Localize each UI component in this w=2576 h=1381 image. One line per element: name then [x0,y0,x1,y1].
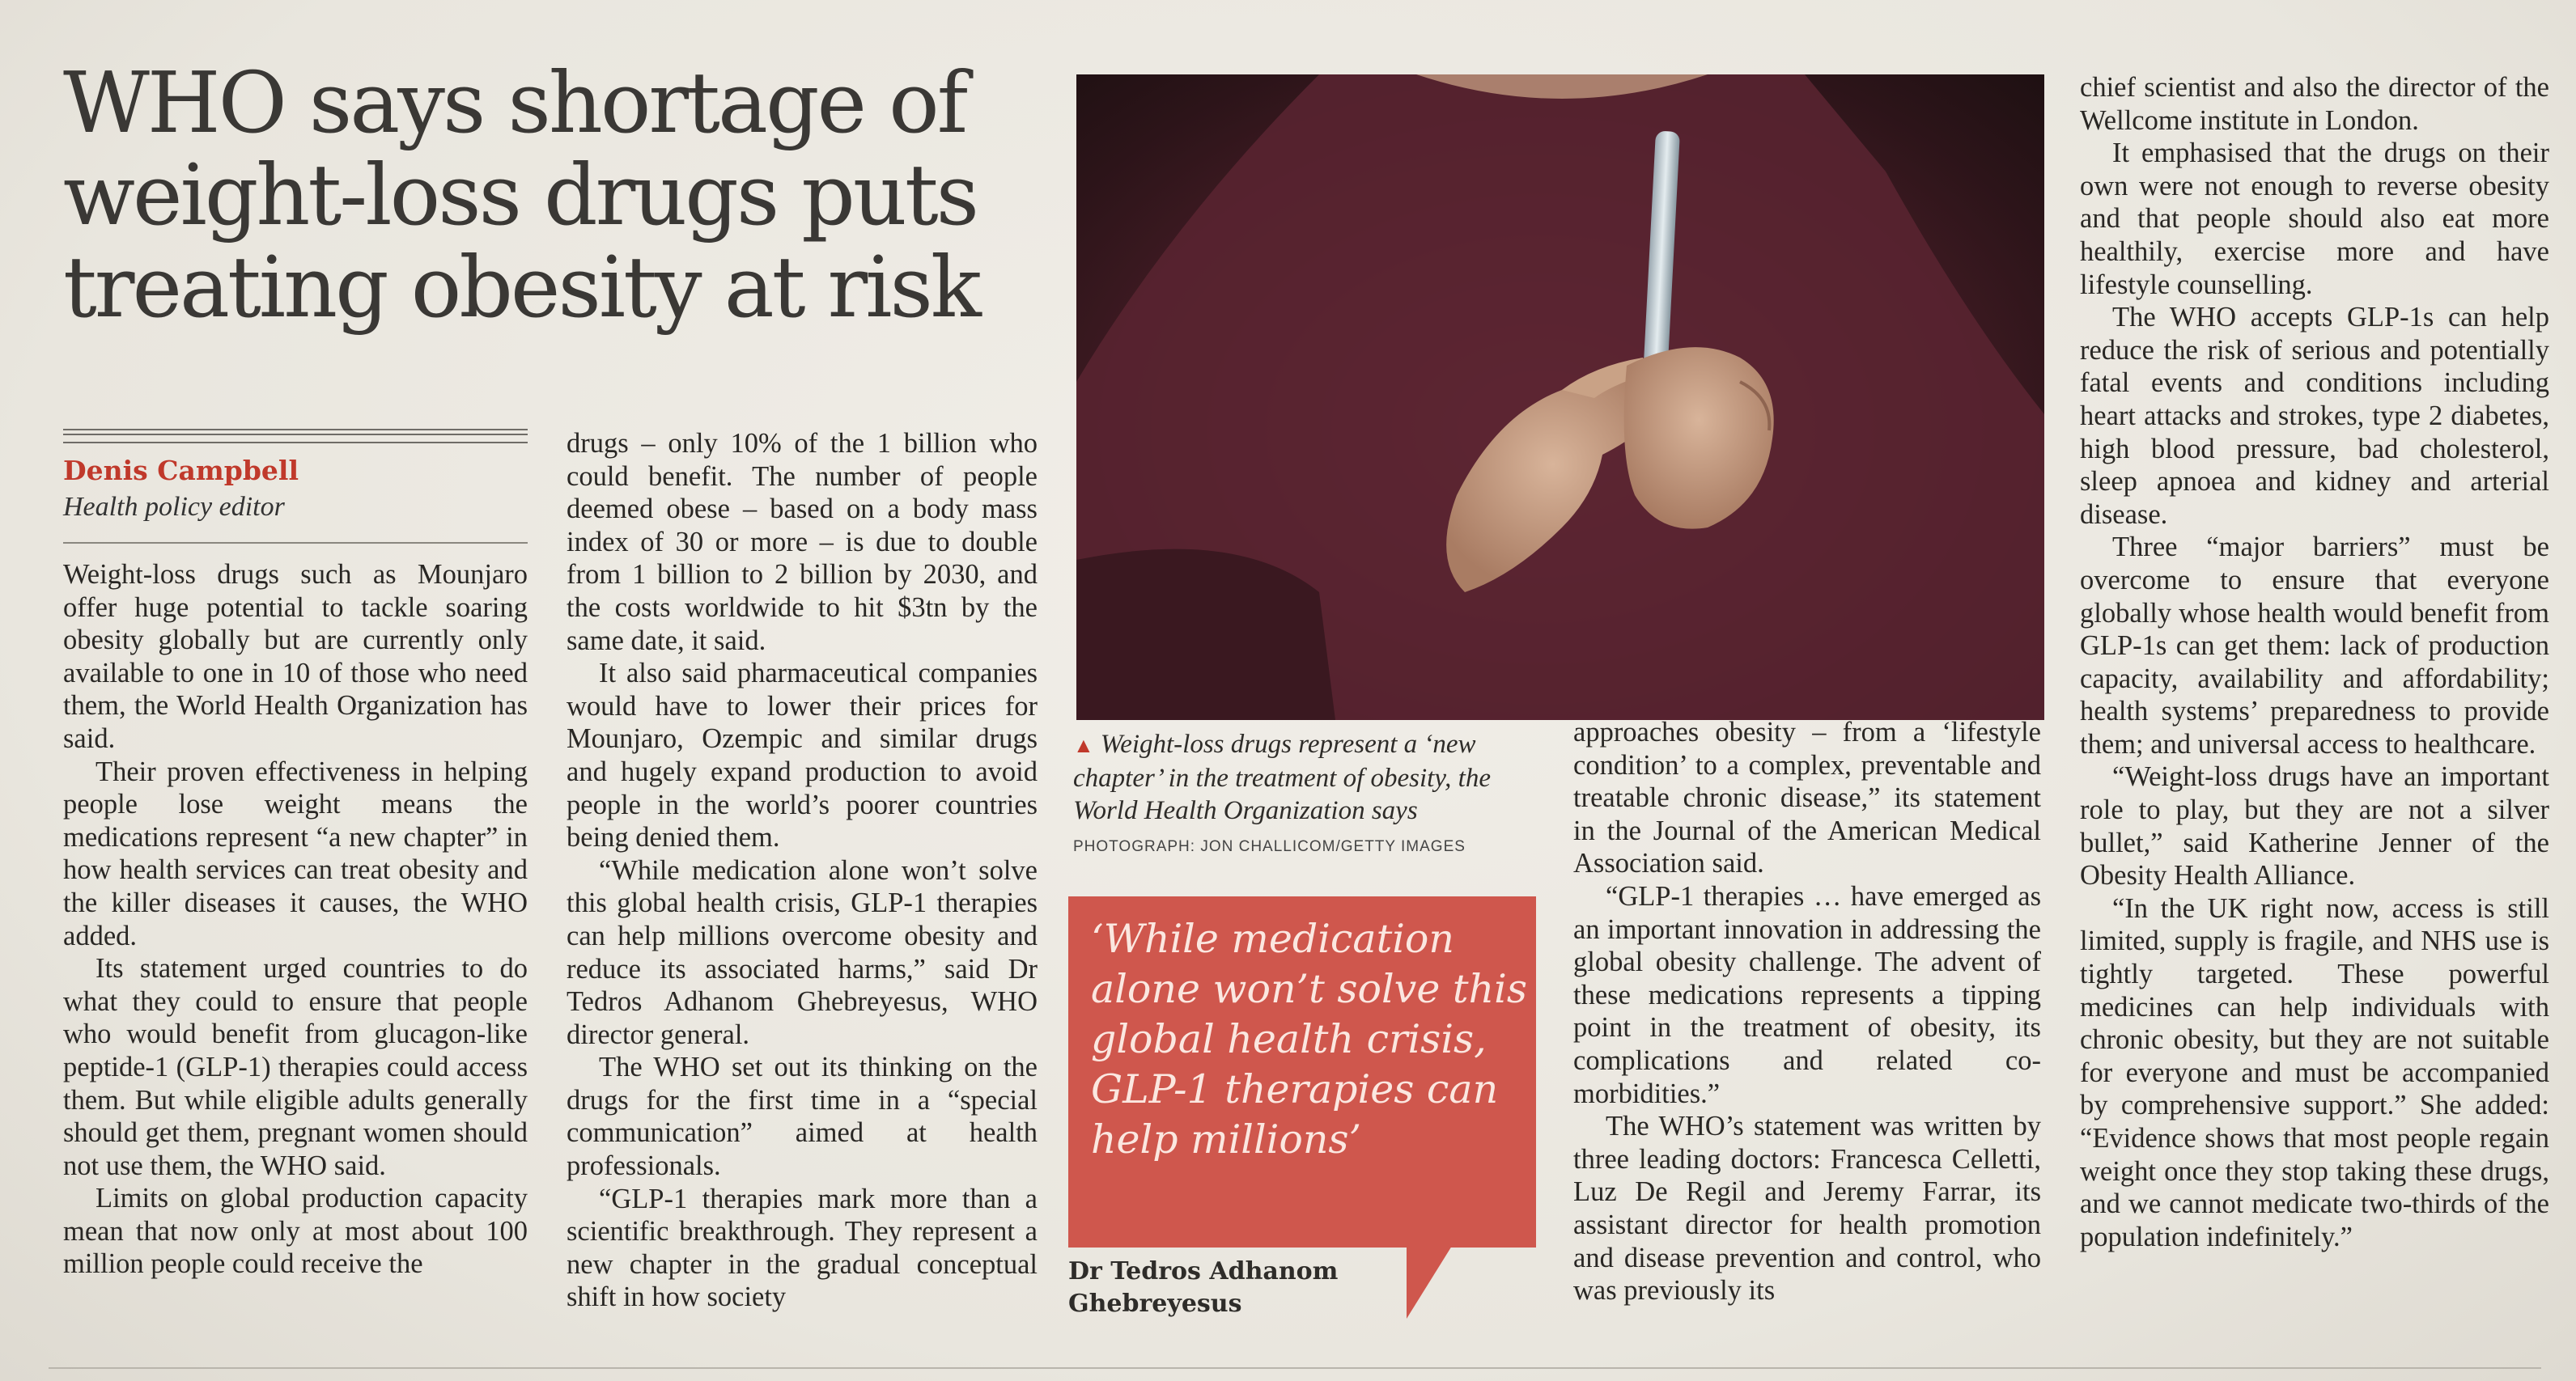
paragraph: chief scientist and also the director of the Wellcome institute in London. [2080,72,2549,136]
article-column-3 [1573,716,2041,1307]
photo-caption [1073,728,1551,827]
byline-name: Denis Campbell [63,455,299,486]
paragraph: “GLP-1 therapies … have emerged as an important innovation in addressing the global obesity challenge. The advent of these medications represents a tipping point in the treatment of obesity, its complications and related co-morbidities.” [1573,880,2041,1109]
article-photo [1076,74,2044,720]
paragraph: It emphasised that the drugs on their own were not enough to reverse obesity and that people should also eat more healthily, exercise more and have lifestyle counselling. [2080,138,2549,300]
caption-text: Weight-loss drugs represent a ‘new chapter’ in the treatment of obesity, the World Health Organization says [1073,730,1491,825]
paragraph: “In the UK right now, access is still limited, supply is fragile, and NHS use is tightly targeted. These powerful medicines can help individuals with chronic obesity, but they are not suitable for everyone and must be accompanied by comprehensive support.” She added: “Evidence shows that most people regain weight once they stop taking these drugs, and we cannot medicate two-thirds of the population indefinitely.” [2080,892,2549,1252]
paragraph: Their proven effectiveness in helping people lose weight means the medications represent “a new chapter” in how health services can treat obesity and the killer diseases it causes, the WHO added. [63,756,528,951]
pullquote-attribution: Dr Tedros Adhanom Ghebreyesus [1068,1257,1339,1318]
article-column-2 [567,427,1038,1314]
byline-role: Health policy editor [63,492,285,522]
paragraph: Its statement urged countries to do what they could to ensure that people who would benefit from glucagon-like peptide-1 (GLP-1) therapies could access them. But while eligible adults generally should get them, pregnant women should not use them, the WHO said. [63,953,528,1181]
page-bottom-rule [49,1367,2541,1369]
byline-bottom-rule [63,542,528,544]
byline-top-rule [63,429,528,443]
pullquote-tail [1407,1246,1452,1319]
headline: WHO says shortage of weight-loss drugs puts treating obesity at risk [63,53,979,337]
photo-credit: PHOTOGRAPH: JON CHALLICOM/GETTY IMAGES [1073,838,1466,855]
paragraph: The WHO set out its thinking on the drugs for the first time in a “special communication” aimed at health professionals. [567,1052,1038,1182]
caption-triangle-icon: ▲ [1073,734,1094,757]
paragraph: The WHO accepts GLP-1s can help reduce the risk of serious and potentially fatal events and conditions including heart attacks and strokes, type 2 diabetes, high blood pressure, bad cholesterol, sleep apnoea and kidney and arterial disease. [2080,302,2549,530]
pullquote-text: ‘While medication alone won’t solve this global health crisis, GLP-1 therapies can help millions’ [1091,916,1527,1163]
article-column-4 [2080,71,2549,1253]
paragraph: “GLP-1 therapies mark more than a scientific breakthrough. They represent a new chapter in the gradual conceptual shift in how society [567,1183,1038,1313]
paragraph: “While medication alone won’t solve this global health crisis, GLP-1 therapies can help millions overcome obesity and reduce its associated harms,” said Dr Tedros Adhanom Ghebreyesus, WHO director general. [567,854,1038,1050]
paragraph: Weight-loss drugs such as Mounjaro offer huge potential to tackle soaring obesity globally but are currently only available to one in 10 of those who need them, the World Health Organization has said. [63,559,528,754]
paragraph: drugs – only 10% of the 1 billion who could benefit. The number of people deemed obese – based on a body mass index of 30 or more – is due to double from 1 billion to 2 billion by 2030, and the costs worldwide to hit $3tn by the same date, it said. [567,428,1038,656]
article-column-1 [63,558,528,1281]
photo-illustration [1076,74,2044,720]
paragraph: It also said pharmaceutical companies would have to lower their prices for Mounjaro, Ozempic and similar drugs and hugely expand production to avoid people in the world’s poorer countries being denied them. [567,658,1038,854]
paragraph: approaches obesity – from a ‘lifestyle condition’ to a complex, preventable and treatable chronic disease,” its statement in the Journal of the American Medical Association said. [1573,717,2041,879]
paragraph: Three “major barriers” must be overcome to ensure that everyone globally whose health would benefit from GLP-1s can get them: lack of production capacity, availability and affordability; health systems’ preparedness to provide them; and universal access to healthcare. [2080,532,2549,760]
paragraph: Limits on global production capacity mean that now only at most about 100 million people could receive the [63,1183,528,1280]
paragraph: The WHO’s statement was written by three leading doctors: Francesca Celletti, Luz De Regil and Jeremy Farrar, its assistant director for health promotion and disease prevention and control, who was previously its [1573,1111,2041,1307]
paragraph: “Weight-loss drugs have an important role to play, but they are not a silver bullet,” said Katherine Jenner of the Obesity Health Alliance. [2080,761,2549,892]
